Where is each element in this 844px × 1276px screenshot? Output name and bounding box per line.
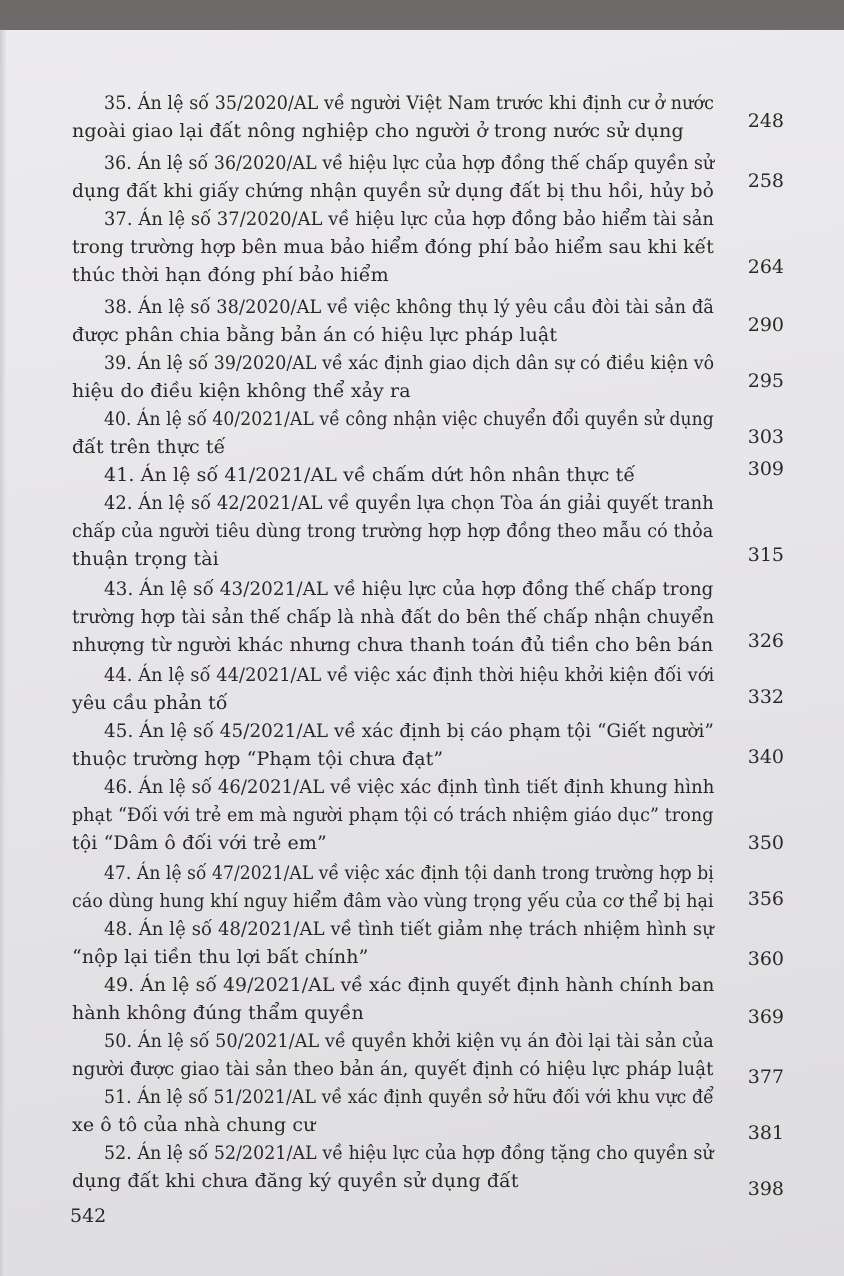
toc-entry-page: 377 — [747, 1066, 784, 1088]
toc-entry-title: 41. Án lệ số 41/2021/AL về chấm dứt hôn nhân thực tế — [104, 464, 636, 486]
toc-entry-page: 309 — [747, 458, 784, 480]
toc-entry-title: 51. Án lệ số 51/2021/AL về xác định quyền sở hữu đối với khu vực để — [104, 1086, 714, 1108]
toc-entry-title: 45. Án lệ số 45/2021/AL về xác định bị cáo phạm tội “Giết người” — [104, 720, 714, 742]
toc-entry-title: 46. Án lệ số 46/2021/AL về việc xác định tình tiết định khung hình — [104, 776, 715, 798]
toc-entry-title-continued: cáo dùng hung khí nguy hiểm đâm vào vùng trọng yếu của cơ thể bị hại — [72, 890, 714, 912]
toc-entry-title: 37. Án lệ số 37/2020/AL về hiệu lực của hợp đồng bảo hiểm tài sản — [104, 208, 714, 230]
toc-entry-page: 326 — [747, 630, 784, 652]
toc-entry-title: 48. Án lệ số 48/2021/AL về tình tiết giảm nhẹ trách nhiệm hình sự — [104, 918, 714, 940]
toc-entry-title-continued: người được giao tài sản theo bản án, quyết định có hiệu lực pháp luật — [72, 1058, 714, 1080]
table-of-contents — [0, 30, 844, 1276]
toc-entry-page: 350 — [747, 832, 784, 854]
toc-entry-page: 360 — [747, 948, 784, 970]
toc-entry-title-continued: chấp của người tiêu dùng trong trường hợp hợp đồng theo mẫu có thỏa — [72, 520, 714, 542]
toc-entry-title: 36. Án lệ số 36/2020/AL về hiệu lực của hợp đồng thế chấp quyền sử — [104, 152, 715, 174]
toc-entry-title-continued: hiệu do điều kiện không thể xảy ra — [72, 380, 411, 402]
toc-entry-page: 381 — [747, 1122, 784, 1144]
toc-entry-page: 340 — [747, 746, 784, 768]
toc-entry-title: 35. Án lệ số 35/2020/AL về người Việt Nam trước khi định cư ở nước — [104, 92, 714, 114]
toc-entry-page: 290 — [747, 314, 784, 336]
toc-entry-page: 295 — [747, 370, 784, 392]
toc-entry-title: 49. Án lệ số 49/2021/AL về xác định quyết định hành chính ban — [104, 974, 715, 996]
toc-entry-page: 303 — [747, 426, 784, 448]
book-page — [0, 30, 844, 1276]
toc-entry-title-continued: trong trường hợp bên mua bảo hiểm đóng phí bảo hiểm sau khi kết — [72, 236, 714, 258]
toc-entry-title: 47. Án lệ số 47/2021/AL về việc xác định tội danh trong trường hợp bị — [104, 862, 714, 884]
toc-entry-page: 315 — [747, 544, 784, 566]
toc-entry-title: 40. Án lệ số 40/2021/AL về công nhận việc chuyển đổi quyền sử dụng — [104, 408, 714, 430]
toc-entry-title-continued: phạt “Đối với trẻ em mà người phạm tội có trách nhiệm giáo dục” trong — [72, 804, 714, 826]
toc-entry-page: 356 — [747, 888, 784, 910]
toc-entry-title-continued: dụng đất khi chưa đăng ký quyền sử dụng đất — [72, 1170, 519, 1192]
toc-entry-title-continued: tội “Dâm ô đối với trẻ em” — [72, 832, 327, 854]
toc-entry-title-continued: được phân chia bằng bản án có hiệu lực pháp luật — [72, 324, 558, 346]
toc-entry-page: 258 — [747, 170, 784, 192]
toc-entry-page: 248 — [747, 110, 784, 132]
toc-entry-title: 42. Án lệ số 42/2021/AL về quyền lựa chọn Tòa án giải quyết tranh — [104, 492, 714, 514]
toc-entry-title-continued: nhượng từ người khác nhưng chưa thanh toán đủ tiền cho bên bán — [72, 634, 714, 656]
toc-entry-page: 398 — [747, 1178, 784, 1200]
toc-entry-title-continued: thuộc trường hợp “Phạm tội chưa đạt” — [72, 748, 444, 770]
toc-entry-title-continued: trường hợp tài sản thế chấp là nhà đất do bên thế chấp nhận chuyển — [72, 606, 715, 628]
toc-entry-title: 50. Án lệ số 50/2021/AL về quyền khởi kiện vụ án đòi lại tài sản của — [104, 1030, 714, 1052]
toc-entry-title: 44. Án lệ số 44/2021/AL về việc xác định thời hiệu khởi kiện đối với — [104, 664, 715, 686]
toc-entry-title-continued: yêu cầu phản tố — [72, 692, 228, 714]
toc-entry-page: 264 — [747, 256, 784, 278]
toc-entry-title-continued: dụng đất khi giấy chứng nhận quyền sử dụng đất bị thu hồi, hủy bỏ — [72, 180, 714, 202]
toc-entry-title-continued: hành không đúng thẩm quyền — [72, 1002, 364, 1024]
toc-entry-title-continued: “nộp lại tiền thu lợi bất chính” — [72, 946, 369, 968]
page-edge — [0, 30, 6, 1276]
toc-entry-title-continued: đất trên thực tế — [72, 436, 226, 458]
toc-entry-title: 38. Án lệ số 38/2020/AL về việc không thụ lý yêu cầu đòi tài sản đã — [104, 296, 714, 318]
toc-entry-title-continued: xe ô tô của nhà chung cư — [72, 1114, 316, 1136]
toc-entry-title-continued: ngoài giao lại đất nông nghiệp cho người ở trong nước sử dụng — [72, 120, 684, 142]
toc-entry-title: 39. Án lệ số 39/2020/AL về xác định giao dịch dân sự có điều kiện vô — [104, 352, 715, 374]
toc-entry-page: 369 — [747, 1006, 784, 1028]
toc-entry-title: 43. Án lệ số 43/2021/AL về hiệu lực của hợp đồng thế chấp trong — [104, 578, 714, 600]
toc-entry-title-continued: thuận trọng tài — [72, 548, 219, 570]
toc-entry-title-continued: thúc thời hạn đóng phí bảo hiểm — [72, 264, 389, 286]
toc-entry-page: 332 — [747, 686, 784, 708]
toc-entry-title: 52. Án lệ số 52/2021/AL về hiệu lực của hợp đồng tặng cho quyền sử — [104, 1142, 714, 1164]
page-number: 542 — [70, 1205, 107, 1227]
